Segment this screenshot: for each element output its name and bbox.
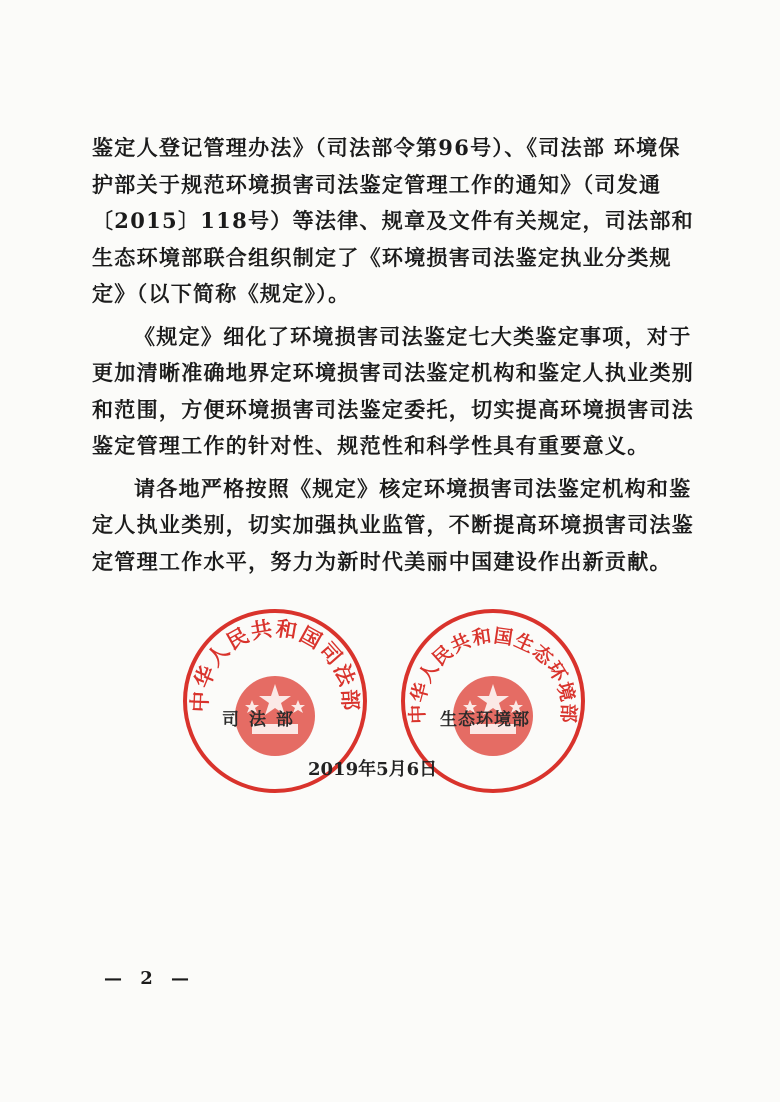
paragraph-regulation-significance: 《规定》细化了环境损害司法鉴定七大类鉴定事项，对于更加清晰准确地界定环境损害司法鉴定机构和鉴定人执业类别和范围，方便环境损害司法鉴定委托，切实提高环境损害司法鉴定管理工作的针对性、规范性和科学性具有重要意义。 [92, 323, 695, 458]
document-body [92, 130, 702, 586]
signatory-ministry-of-ecology-environment: 生态环境部 [440, 710, 530, 730]
paragraph-continuation: 鉴定人登记管理办法》（司法部令第96号）、《司法部 环境保护部关于规范环境损害司法鉴定管理工作的通知》（司发通〔2015〕118号）等法律、规章及文件有关规定，司法部和生态环境部联合组织制定了《环境损害司法鉴定执业分类规定》（以下简称《规定》）。 [92, 135, 694, 306]
page-number: — 2 — [104, 968, 196, 989]
seal-text-environment: 中华人民共和国生态环境部 [406, 624, 580, 724]
paragraph-implementation-request: 请各地严格按照《规定》核定环境损害司法鉴定机构和鉴定人执业类别，切实加强执业监管，不断提高环境损害司法鉴定管理工作水平，努力为新时代美丽中国建设作出新贡献。 [92, 475, 695, 574]
seal-text-justice: 中华人民共和国司法部 [187, 616, 363, 713]
signature-date: 2019年5月6日 [308, 759, 438, 780]
signatory-ministry-of-justice: 司法部 [222, 710, 303, 730]
